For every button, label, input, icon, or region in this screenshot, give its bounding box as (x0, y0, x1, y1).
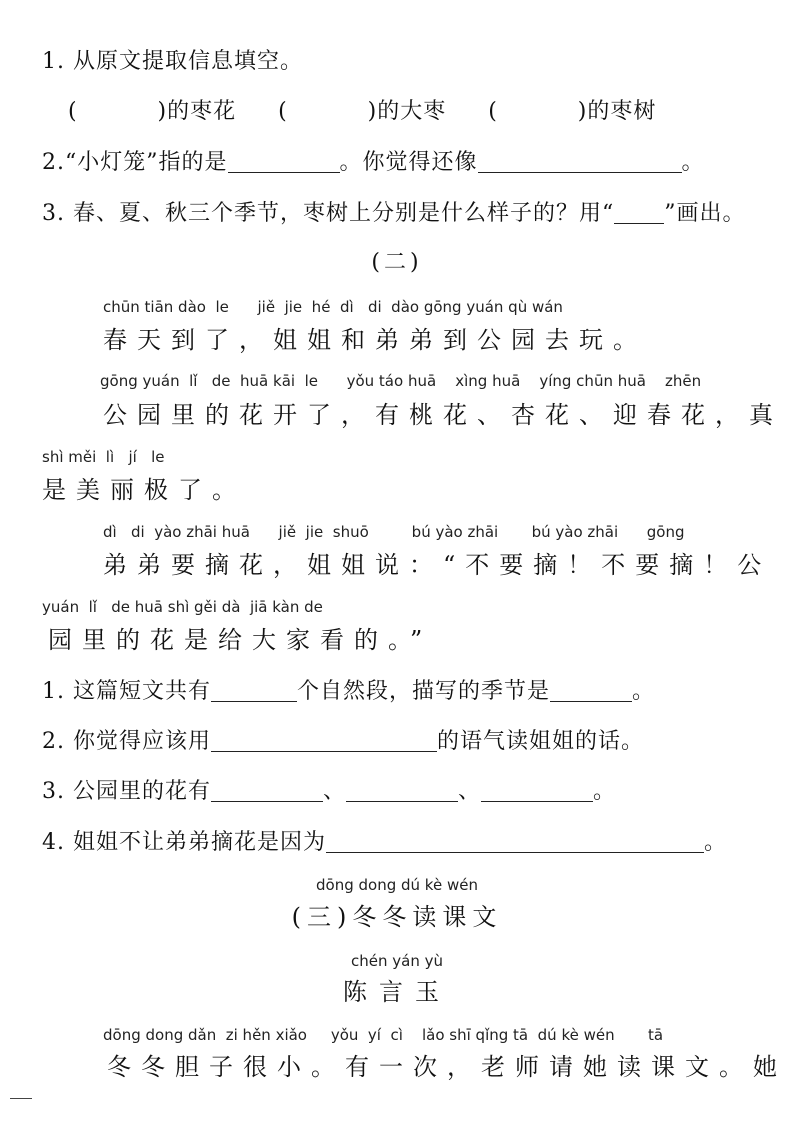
question-3: 3. 春、夏、秋三个季节，枣树上分别是什么样子的？用“ ”画出。 (42, 201, 746, 226)
passage-line: 弟弟要摘花，姐姐说：“不要摘！不要摘！公 (103, 551, 772, 579)
pinyin-line: gōng yuán lǐ de huā kāi le yǒu táo huā xìng huā yíng chūn huā zhēn (100, 372, 702, 390)
section-3-title: (三)冬冬读课文 (291, 903, 503, 931)
section-3-title-pinyin: dōng dong dú kè wén (316, 876, 478, 894)
section-2-title: (二) (371, 250, 423, 275)
underline-sample (614, 201, 664, 224)
pinyin-line: yuán lǐ de huā shì gěi dà jiā kàn de (42, 598, 323, 616)
s2-question-2: 2. 你觉得应该用 的语气读姐姐的话。 (42, 729, 644, 754)
question-1: 1. 从原文提取信息填空。 (42, 49, 303, 74)
passage-line: 春天到了，姐姐和弟弟到公园去玩。 (103, 326, 647, 354)
pinyin-line: shì měi lì jí le (42, 448, 165, 466)
answer-blank[interactable] (346, 779, 458, 802)
fill-in-row (68, 94, 768, 125)
answer-blank[interactable] (211, 679, 297, 702)
answer-blank[interactable] (326, 830, 704, 853)
answer-blank[interactable] (481, 779, 593, 802)
s2-question-4: 4. 姐姐不让弟弟摘花是因为 。 (42, 830, 727, 855)
question-2: 2.“小灯笼”指的是 。你觉得还像 。 (42, 150, 705, 175)
fill-item-big-jujube: ( )的大枣 (278, 99, 447, 124)
answer-blank[interactable] (228, 150, 340, 173)
s2-question-1: 1. 这篇短文共有 个自然段，描写的季节是 。 (42, 679, 656, 704)
fill-item-jujube-flower: ( )的枣花 (68, 99, 237, 124)
pinyin-line: dì di yào zhāi huā jiě jie shuō bú yào zhāi bú yào zhāi gōng (103, 523, 685, 541)
answer-blank[interactable] (211, 729, 437, 752)
pinyin-line: chūn tiān dào le jiě jie hé dì di dào gōng yuán qù wán (103, 298, 563, 316)
pinyin-line: dōng dong dǎn zi hěn xiǎo yǒu yí cì lǎo shī qǐng tā dú kè wén tā (103, 1026, 664, 1044)
page-edge-mark (10, 1098, 32, 1099)
passage-line: 公园里的花开了，有桃花、杏花、迎春花，真 (103, 401, 783, 429)
author-pinyin: chén yán yù (351, 952, 443, 970)
answer-blank[interactable] (211, 779, 323, 802)
s2-question-3: 3. 公园里的花有 、 、 。 (42, 779, 617, 804)
passage-line: 是美丽极了。 (42, 476, 246, 504)
answer-blank[interactable] (550, 679, 632, 702)
passage-line: 园里的花是给大家看的。” (48, 626, 433, 654)
author-name: 陈言玉 (343, 978, 451, 1006)
fill-item-jujube-tree: ( )的枣树 (488, 99, 657, 124)
answer-blank[interactable] (478, 150, 682, 173)
passage-line: 冬冬胆子很小。有一次，老师请她读课文。她 (107, 1053, 787, 1081)
